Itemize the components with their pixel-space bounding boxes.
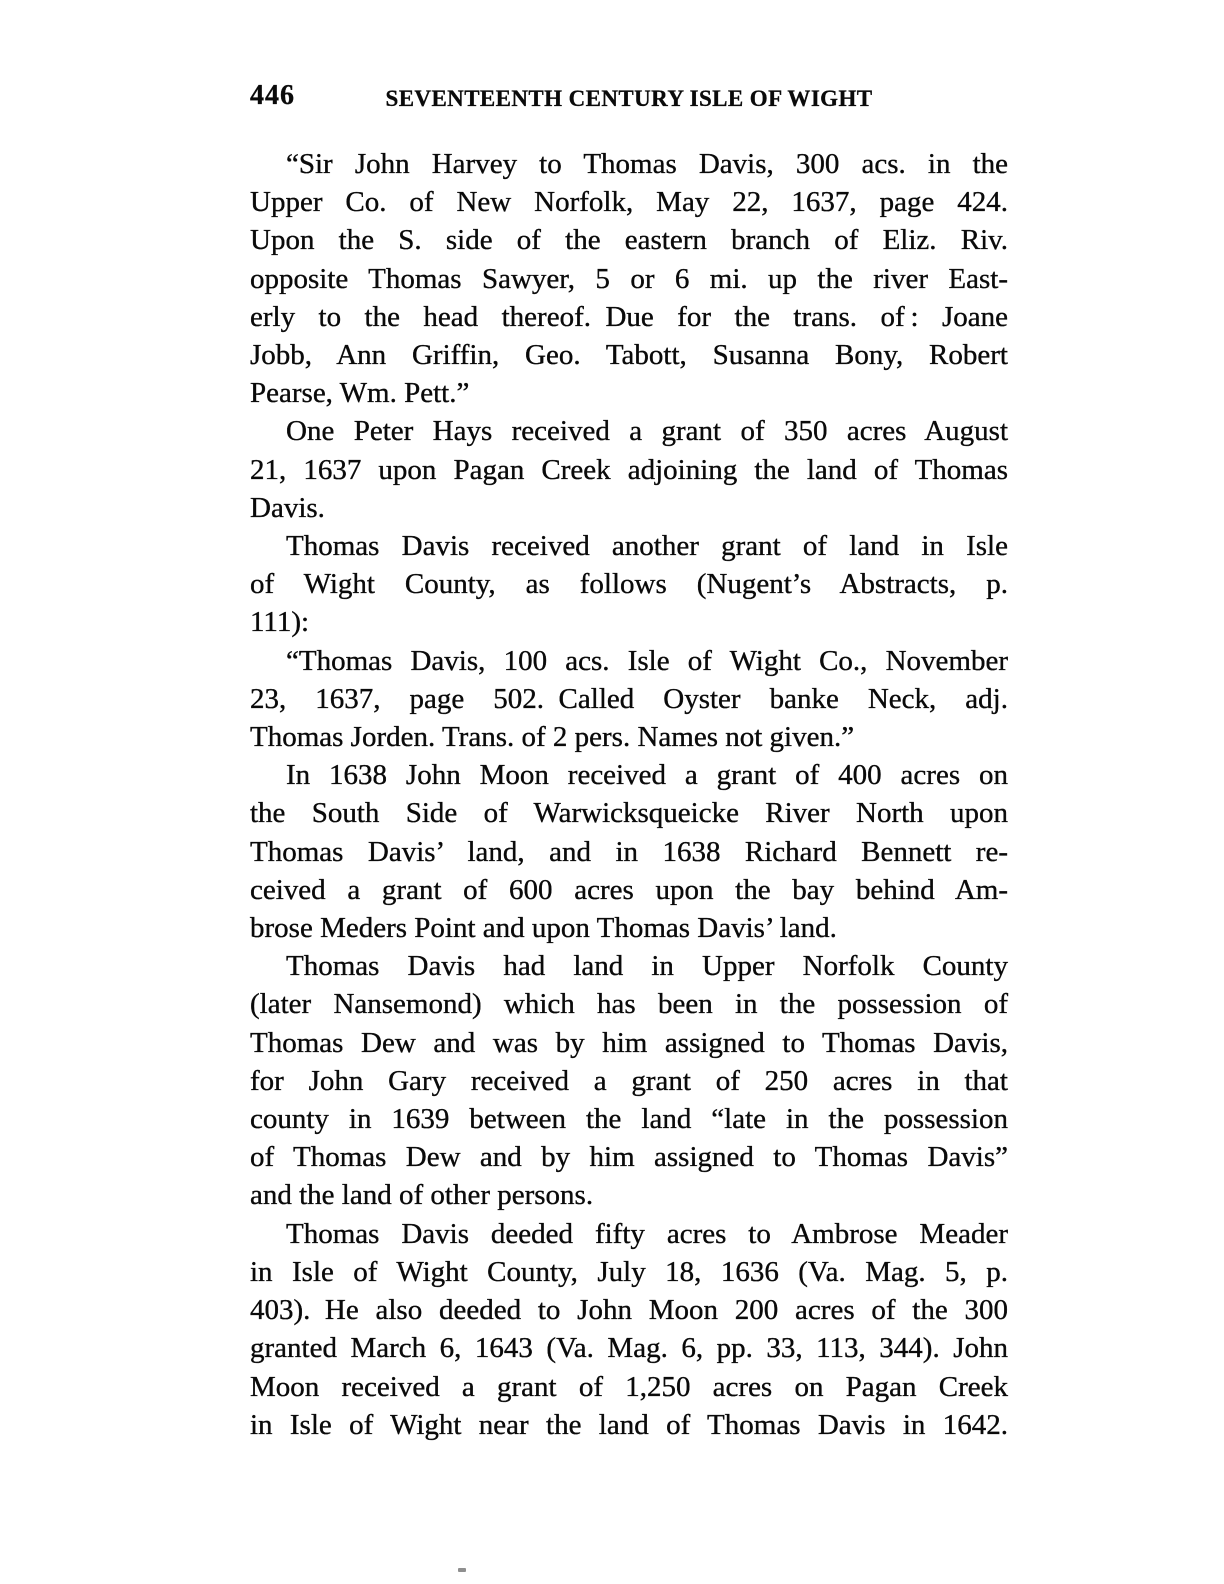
text-line: in Isle of Wight County, July 18, 1636 (Va. Mag. 5, p.	[250, 1255, 1008, 1288]
text-line: erly to the head thereof. Due for the trans. of : Joane	[250, 300, 1008, 333]
text-line: and the land of other persons.	[250, 1179, 594, 1212]
scan-artifact	[458, 1568, 466, 1572]
text-line: county in 1639 between the land “late in the possession	[250, 1103, 1008, 1136]
paragraph	[250, 145, 1008, 412]
text-line: brose Meders Point and upon Thomas Davis’ land.	[250, 912, 837, 945]
text-line: of Thomas Dew and by him assigned to Thomas Davis”	[250, 1141, 1008, 1174]
text-line: One Peter Hays received a grant of 350 acres August	[286, 415, 1008, 448]
page-header	[250, 82, 1008, 110]
paragraph	[250, 947, 1008, 1214]
text-line: “Sir John Harvey to Thomas Davis, 300 acs. in the	[286, 148, 1008, 180]
paragraph	[250, 1215, 1008, 1444]
text-line: Thomas Davis deeded fifty acres to Ambrose Meader	[286, 1217, 1008, 1250]
text-line: of Wight County, as follows (Nugent’s Abstracts, p.	[250, 568, 1008, 601]
text-line: Upper Co. of New Norfolk, May 22, 1637, page 424.	[250, 186, 1008, 219]
text-line: “Thomas Davis, 100 acs. Isle of Wight Co., November	[286, 644, 1008, 677]
text-line: opposite Thomas Sawyer, 5 or 6 mi. up the river East-	[250, 262, 1008, 295]
text-line: Upon the S. side of the eastern branch of Eliz. Riv.	[250, 224, 1008, 257]
text-line: Thomas Davis’ land, and in 1638 Richard Bennett re-	[250, 835, 1008, 868]
text-line: 111):	[250, 606, 310, 639]
page-number: 446	[250, 80, 295, 111]
text-line: 21, 1637 upon Pagan Creek adjoining the land of Thomas	[250, 453, 1008, 486]
page-body	[250, 145, 1008, 1444]
text-line: Pearse, Wm. Pett.”	[250, 377, 470, 410]
paragraph	[250, 756, 1008, 947]
text-line: for John Gary received a grant of 250 acres in that	[250, 1064, 1008, 1097]
text-line: (later Nansemond) which has been in the possession of	[250, 988, 1008, 1021]
text-line: Thomas Dew and was by him assigned to Thomas Davis,	[250, 1026, 1008, 1059]
paragraph	[250, 527, 1008, 642]
paragraph	[250, 642, 1008, 757]
paragraph	[250, 412, 1008, 527]
text-line: ceived a grant of 600 acres upon the bay behind Am-	[250, 873, 1008, 906]
text-line: Moon received a grant of 1,250 acres on Pagan Creek	[250, 1370, 1008, 1403]
text-line: the South Side of Warwicksqueicke River North upon	[250, 797, 1008, 830]
running-title: SEVENTEENTH CENTURY ISLE OF WIGHT	[385, 86, 873, 111]
text-line: Jobb, Ann Griffin, Geo. Tabott, Susanna Bony, Robert	[250, 339, 1008, 372]
text-line: in Isle of Wight near the land of Thomas Davis in 1642.	[250, 1408, 1008, 1441]
text-line: Davis.	[250, 491, 325, 524]
text-line: Thomas Davis had land in Upper Norfolk County	[286, 950, 1008, 983]
text-line: 403). He also deeded to John Moon 200 acres of the 300	[250, 1294, 1008, 1327]
text-line: 23, 1637, page 502. Called Oyster banke Neck, adj.	[250, 682, 1008, 715]
text-line: granted March 6, 1643 (Va. Mag. 6, pp. 33, 113, 344). John	[250, 1332, 1008, 1365]
text-line: Thomas Davis received another grant of land in Isle	[286, 530, 1008, 563]
text-line: In 1638 John Moon received a grant of 400 acres on	[286, 759, 1008, 792]
text-line: Thomas Jorden. Trans. of 2 pers. Names not given.”	[250, 721, 855, 754]
